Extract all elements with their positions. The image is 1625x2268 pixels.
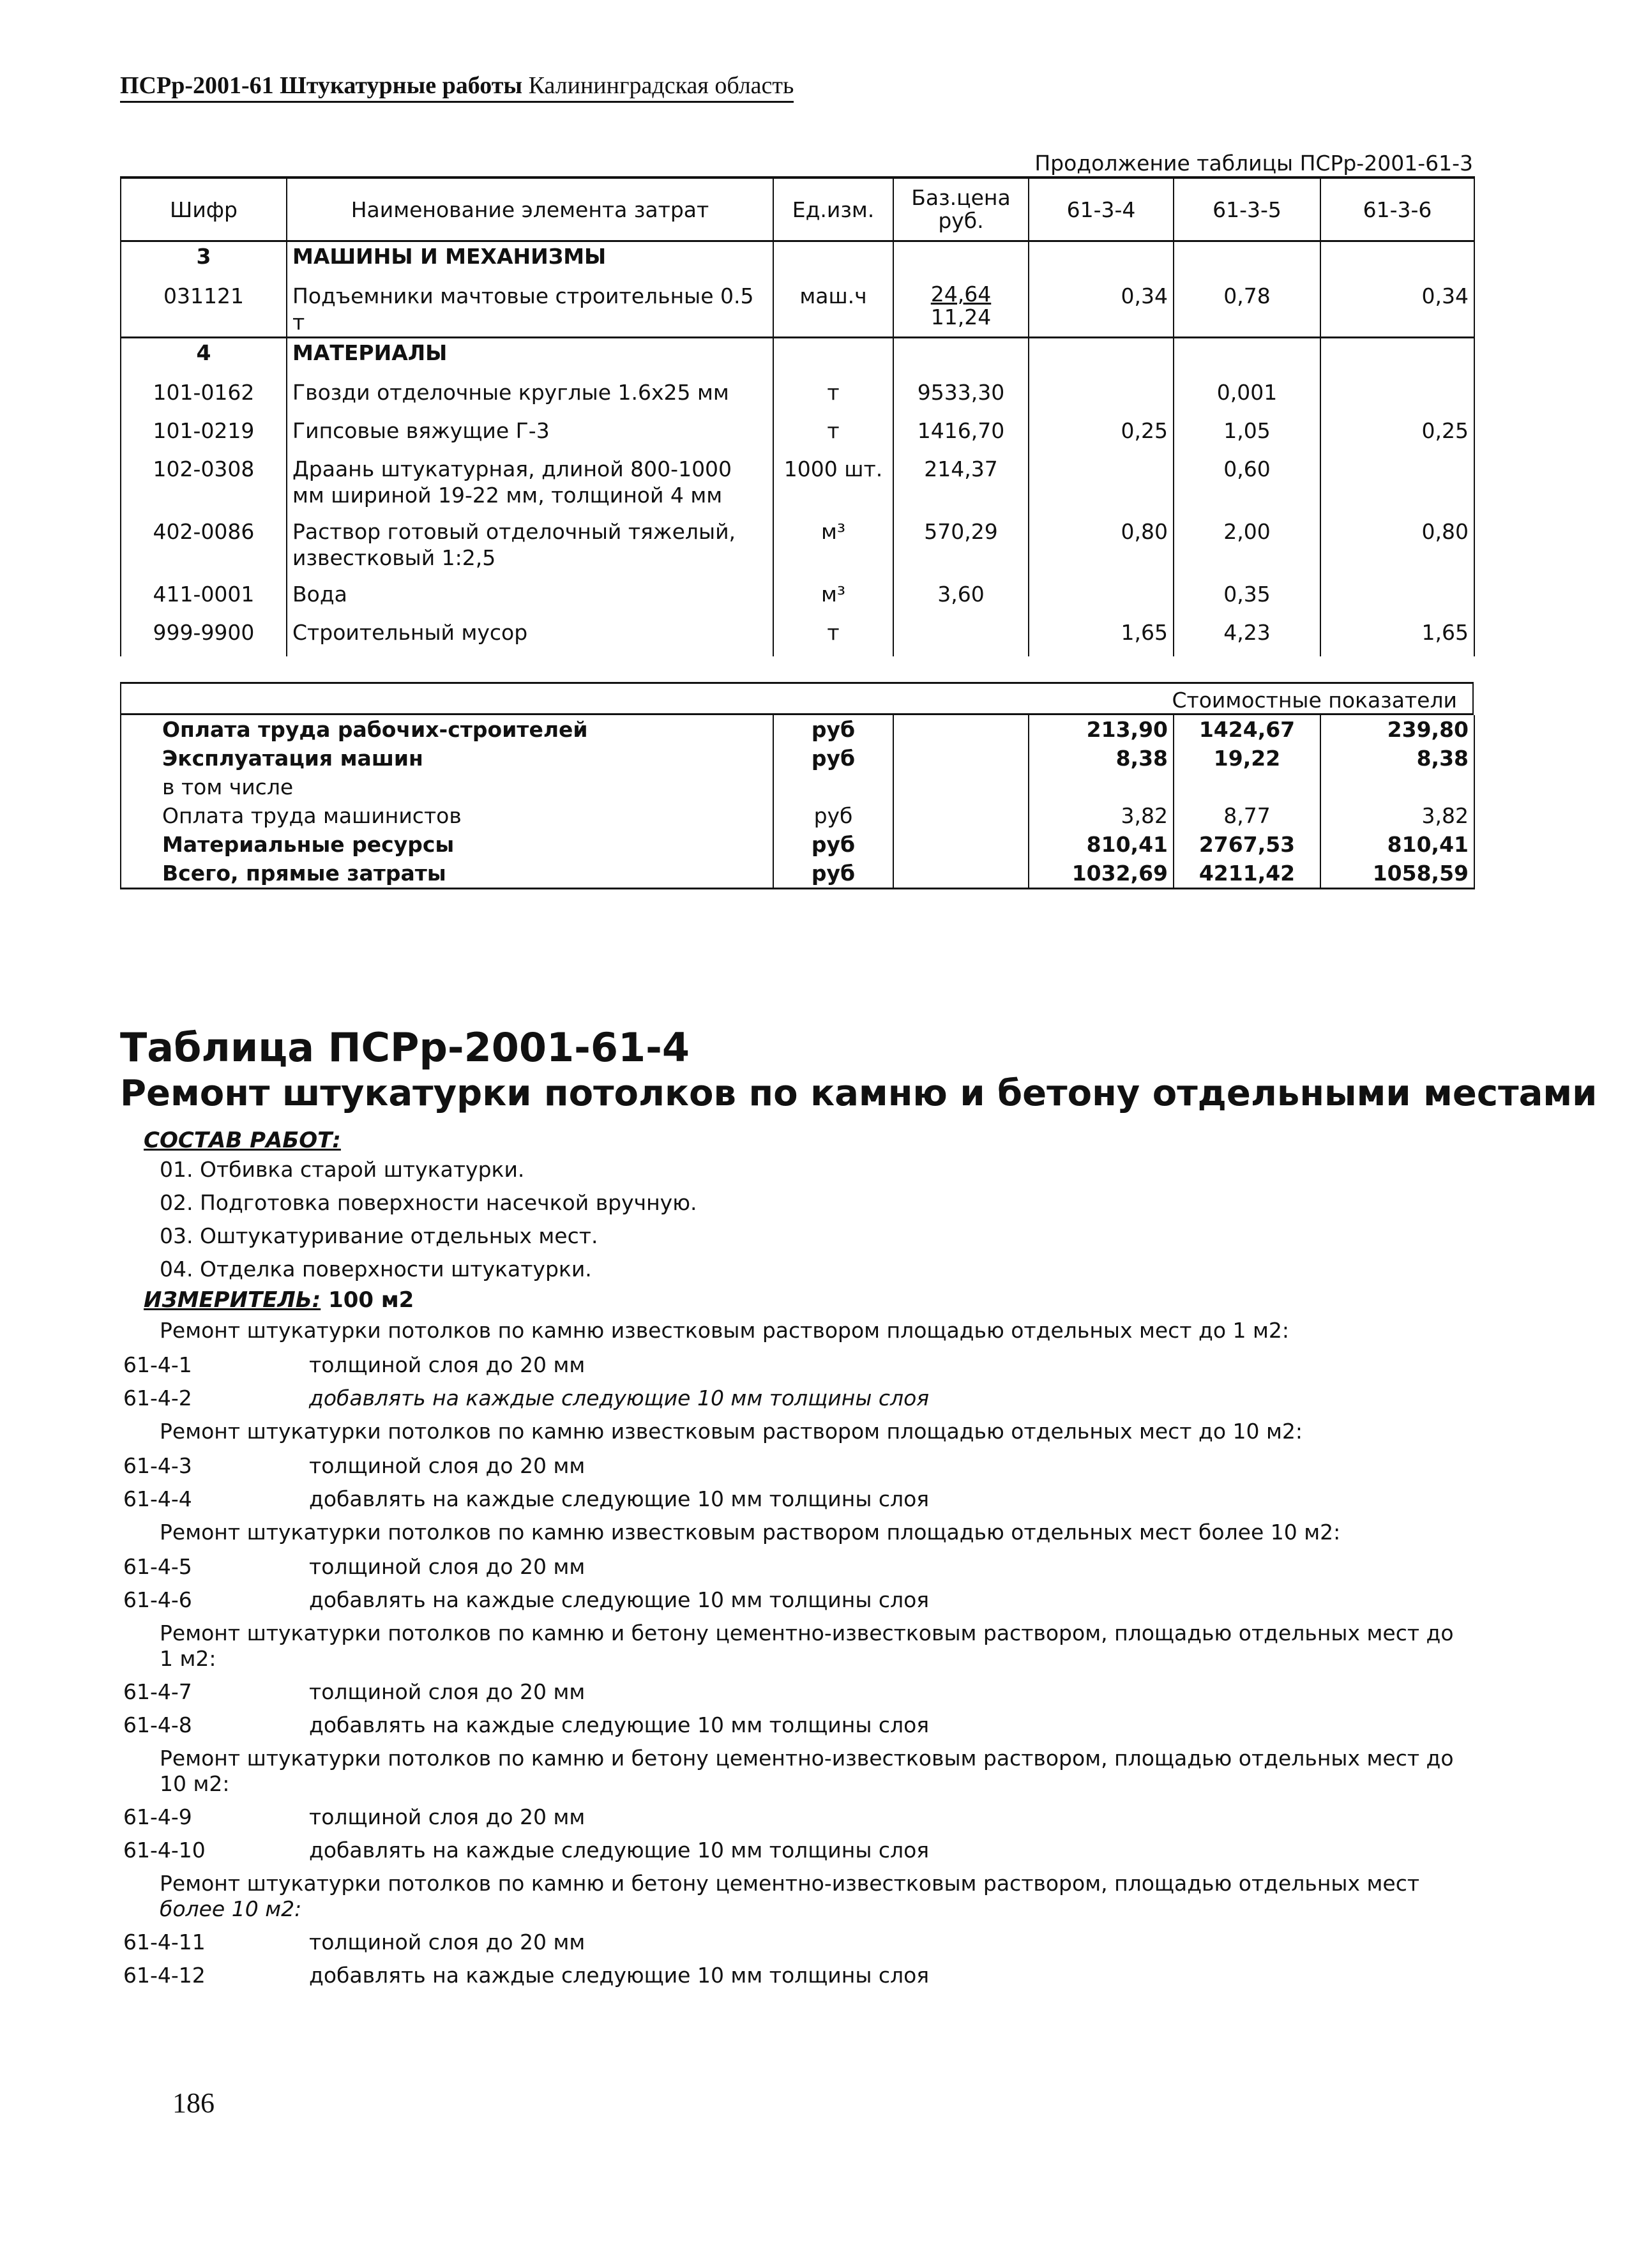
cost-indicators-row (120, 682, 1474, 715)
table-row (121, 618, 1474, 656)
running-head (120, 72, 794, 103)
summary-row (121, 859, 1474, 889)
row-v3: 0,25 (1320, 416, 1474, 455)
row-name: Вода (287, 580, 773, 618)
section-number: 4 (121, 338, 287, 379)
group-heading-tail: более 10 м2: (160, 1896, 302, 1921)
row-name: Раствор готовый отделочный тяжелый, известковый 1:2,5 (287, 517, 773, 580)
item-code: 61-4-11 (123, 1930, 206, 1954)
row-price: 9533,30 (893, 378, 1029, 416)
row-code: 102-0308 (121, 455, 287, 517)
row-v1 (1029, 455, 1174, 517)
row-code: 031121 (121, 282, 287, 338)
measure-value: 100 м2 (328, 1287, 414, 1313)
summary-unit: руб (773, 859, 893, 889)
row-code: 402-0086 (121, 517, 287, 580)
table-row (121, 282, 1474, 338)
group-heading: Ремонт штукатурки потолков по камню известковым раствором площадью отдельных мест более 10 м2: (160, 1520, 1341, 1545)
item-description: толщиной слоя до 20 мм (309, 1679, 586, 1704)
price-bottom: 11,24 (930, 305, 992, 329)
item-code: 61-4-6 (123, 1587, 192, 1612)
header-unit: Ед.изм. (773, 178, 893, 241)
summary-v3: 1058,59 (1320, 859, 1474, 889)
row-code: 411-0001 (121, 580, 287, 618)
summary-v2: 1424,67 (1174, 715, 1320, 744)
section-subtitle: Ремонт штукатурки потолков по камню и бетону отдельными местами (120, 1073, 1598, 1114)
table-row (121, 416, 1474, 455)
item-code: 61-4-2 (123, 1386, 192, 1410)
header-col-61-3-4: 61-3-4 (1029, 178, 1174, 241)
row-v3: 1,65 (1320, 618, 1474, 656)
operation-item: 03. Оштукатуривание отдельных мест. (160, 1223, 598, 1248)
row-v2: 2,00 (1174, 517, 1320, 580)
item-description: добавлять на каждые следующие 10 мм толщины слоя (309, 1963, 930, 1988)
item-description: толщиной слоя до 20 мм (309, 1804, 586, 1829)
item-description: добавлять на каждые следующие 10 мм толщины слоя (309, 1386, 930, 1410)
summary-v1: 213,90 (1029, 715, 1174, 744)
summary-unit: руб (773, 801, 893, 830)
row-unit: м³ (773, 580, 893, 618)
row-v2: 0,60 (1174, 455, 1320, 517)
group-heading: Ремонт штукатурки потолков по камню и бетону цементно-известковым раствором, площадью отдельных мест до 1 м2: (160, 1621, 1454, 1671)
item-description: толщиной слоя до 20 мм (309, 1554, 586, 1579)
cost-indicators-label: Стоимостные показатели (1172, 688, 1457, 713)
summary-label: Всего, прямые затраты (121, 859, 773, 889)
summary-v3: 239,80 (1320, 715, 1474, 744)
summary-row (121, 773, 1474, 801)
summary-v1: 810,41 (1029, 830, 1174, 859)
summary-v2: 2767,53 (1174, 830, 1320, 859)
item-description: добавлять на каждые следующие 10 мм толщины слоя (309, 1486, 930, 1511)
row-v3: 0,34 (1320, 282, 1474, 338)
row-unit: м³ (773, 517, 893, 580)
row-price: 1416,70 (893, 416, 1029, 455)
header-col-61-3-5: 61-3-5 (1174, 178, 1320, 241)
summary-v2: 19,22 (1174, 744, 1320, 773)
summary-v3: 8,38 (1320, 744, 1474, 773)
row-v1: 0,34 (1029, 282, 1174, 338)
summary-row (121, 715, 1474, 744)
measure-label: ИЗМЕРИТЕЛЬ: (144, 1287, 321, 1313)
table-row (121, 455, 1474, 517)
row-unit: т (773, 416, 893, 455)
row-unit: 1000 шт. (773, 455, 893, 517)
table-row (121, 517, 1474, 580)
header-name: Наименование элемента затрат (287, 178, 773, 241)
row-v1: 1,65 (1029, 618, 1174, 656)
summary-label: Эксплуатация машин (121, 744, 773, 773)
summary-v1: 3,82 (1029, 801, 1174, 830)
header-col-61-3-6: 61-3-6 (1320, 178, 1474, 241)
summary-unit: руб (773, 715, 893, 744)
row-name: Подъемники мачтовые строительные 0.5 т (287, 282, 773, 338)
summary-row (121, 744, 1474, 773)
table-continuation-note: Продолжение таблицы ПСРр-2001-61-3 (1034, 151, 1473, 176)
row-price: 214,37 (893, 455, 1029, 517)
item-description: толщиной слоя до 20 мм (309, 1453, 586, 1478)
row-v3 (1320, 455, 1474, 517)
operation-item: 02. Подготовка поверхности насечкой вручную. (160, 1190, 697, 1215)
row-name: Гвозди отделочные круглые 1.6х25 мм (287, 378, 773, 416)
row-v1 (1029, 378, 1174, 416)
row-v1: 0,25 (1029, 416, 1174, 455)
item-code: 61-4-12 (123, 1963, 206, 1988)
section-row-machines (121, 241, 1474, 282)
summary-row (121, 801, 1474, 830)
summary-v3: 3,82 (1320, 801, 1474, 830)
operation-item: 04. Отделка поверхности штукатурки. (160, 1257, 592, 1281)
row-unit: т (773, 618, 893, 656)
work-composition-label: СОСТАВ РАБОТ: (144, 1128, 341, 1153)
item-code: 61-4-4 (123, 1486, 192, 1511)
summary-v3: 810,41 (1320, 830, 1474, 859)
row-v2: 1,05 (1174, 416, 1320, 455)
section-title: Таблица ПСРр-2001-61-4 (120, 1024, 690, 1071)
item-code: 61-4-9 (123, 1804, 192, 1829)
row-name: Строительный мусор (287, 618, 773, 656)
item-description: добавлять на каждые следующие 10 мм толщины слоя (309, 1587, 930, 1612)
summary-v1: 8,38 (1029, 744, 1174, 773)
section-title: МАТЕРИАЛЫ (287, 338, 773, 379)
item-description: толщиной слоя до 20 мм (309, 1352, 586, 1377)
row-v1 (1029, 580, 1174, 618)
row-unit: т (773, 378, 893, 416)
item-code: 61-4-5 (123, 1554, 192, 1579)
group-heading: Ремонт штукатурки потолков по камню известковым раствором площадью отдельных мест до 10 м2: (160, 1419, 1303, 1444)
row-price (893, 282, 1029, 338)
row-code: 101-0219 (121, 416, 287, 455)
resource-table (120, 176, 1475, 656)
row-name: Драань штукатурная, длиной 800-1000 мм шириной 19-22 мм, толщиной 4 мм (287, 455, 773, 517)
row-code: 101-0162 (121, 378, 287, 416)
row-v2: 0,35 (1174, 580, 1320, 618)
item-code: 61-4-1 (123, 1352, 192, 1377)
row-v2: 0,78 (1174, 282, 1320, 338)
running-head-title: ПСРр-2001-61 Штукатурные работы (120, 72, 523, 99)
row-v1: 0,80 (1029, 517, 1174, 580)
summary-v2: 8,77 (1174, 801, 1320, 830)
row-v3: 0,80 (1320, 517, 1474, 580)
group-heading: Ремонт штукатурки потолков по камню известковым раствором площадью отдельных мест до 1 м2: (160, 1318, 1290, 1343)
summary-row (121, 830, 1474, 859)
summary-unit: руб (773, 744, 893, 773)
row-code: 999-9900 (121, 618, 287, 656)
table-row (121, 580, 1474, 618)
section-number: 3 (121, 241, 287, 282)
item-description: добавлять на каждые следующие 10 мм толщины слоя (309, 1838, 930, 1863)
item-code: 61-4-10 (123, 1838, 206, 1863)
row-v2: 4,23 (1174, 618, 1320, 656)
summary-label: Оплата труда машинистов (121, 801, 773, 830)
header-price: Баз.цена руб. (893, 178, 1029, 241)
operation-item: 01. Отбивка старой штукатурки. (160, 1157, 525, 1182)
row-price: 570,29 (893, 517, 1029, 580)
group-heading (160, 1871, 1469, 1922)
summary-label: в том числе (121, 773, 773, 801)
row-v3 (1320, 580, 1474, 618)
summary-v1: 1032,69 (1029, 859, 1174, 889)
cost-summary-table (120, 715, 1475, 889)
running-head-region: Калининградская область (528, 72, 794, 99)
row-price: 3,60 (893, 580, 1029, 618)
item-description: толщиной слоя до 20 мм (309, 1930, 586, 1954)
summary-label: Оплата труда рабочих-строителей (121, 715, 773, 744)
price-top: 24,64 (930, 282, 992, 306)
row-unit: маш.ч (773, 282, 893, 338)
page-number: 186 (172, 2087, 215, 2119)
row-price (893, 618, 1029, 656)
summary-v2: 4211,42 (1174, 859, 1320, 889)
item-description: добавлять на каждые следующие 10 мм толщины слоя (309, 1712, 930, 1737)
summary-label: Материальные ресурсы (121, 830, 773, 859)
group-heading: Ремонт штукатурки потолков по камню и бетону цементно-известковым раствором, площадью отдельных мест до 10 м2: (160, 1746, 1454, 1796)
group-heading-text: Ремонт штукатурки потолков по камню и бетону цементно-известковым раствором, площадью отдельных мест (160, 1871, 1420, 1896)
table-header-row (121, 178, 1474, 241)
row-v3 (1320, 378, 1474, 416)
table-row (121, 378, 1474, 416)
measure-line (144, 1287, 414, 1313)
row-name: Гипсовые вяжущие Г-3 (287, 416, 773, 455)
summary-unit: руб (773, 830, 893, 859)
item-code: 61-4-8 (123, 1712, 192, 1737)
row-v2: 0,001 (1174, 378, 1320, 416)
item-code: 61-4-7 (123, 1679, 192, 1704)
item-code: 61-4-3 (123, 1453, 192, 1478)
section-row-materials (121, 338, 1474, 379)
section-title: МАШИНЫ И МЕХАНИЗМЫ (287, 241, 773, 282)
header-code: Шифр (121, 178, 287, 241)
